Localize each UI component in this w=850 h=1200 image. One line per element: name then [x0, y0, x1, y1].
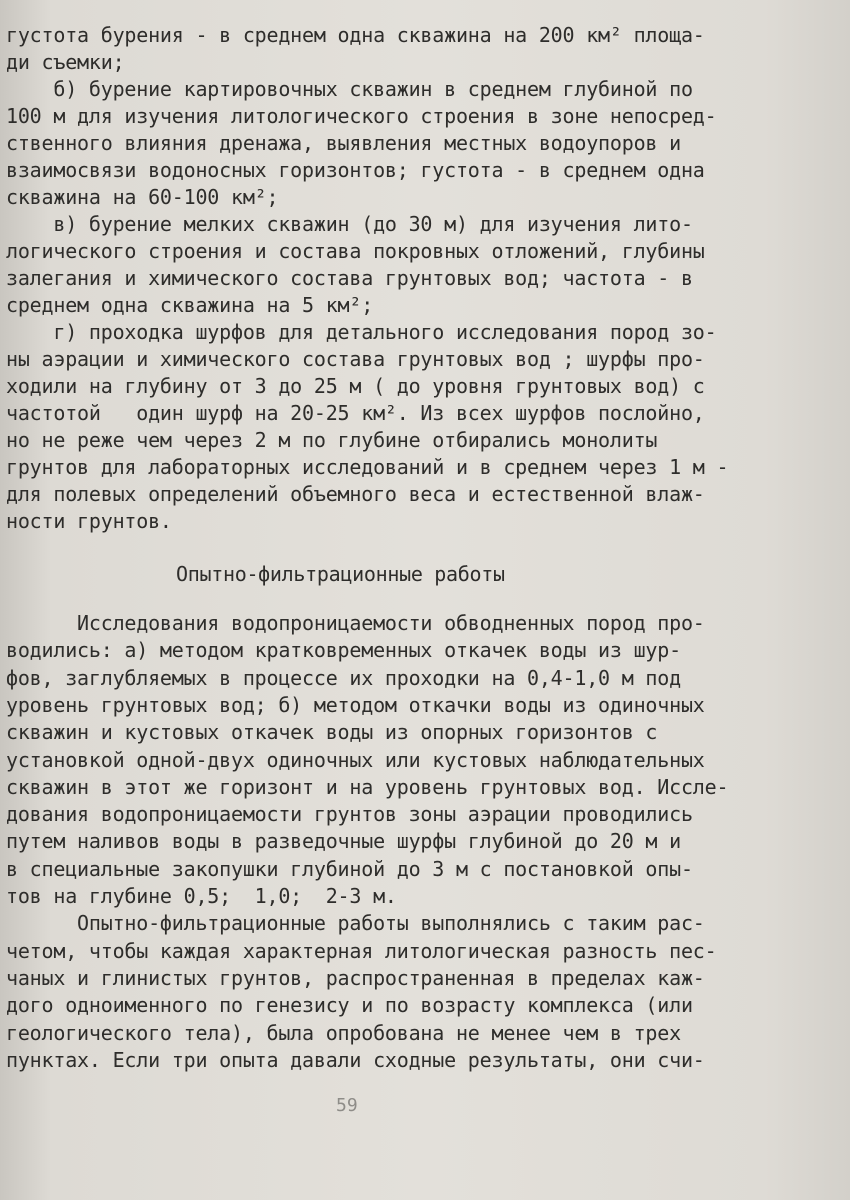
text-line: дого одноименного по генезису и по возрасту комплекса (или: [6, 993, 693, 1018]
text-line: геологического тела), была опробована не менее чем в трех: [6, 1020, 681, 1045]
text-line: для полевых определений объемного веса и естественной влаж-: [6, 482, 705, 506]
text-line: Опытно-фильтрационные работы выполнялись с таким рас-: [6, 911, 705, 936]
text-line: взаимосвязи водоносных горизонтов; густота - в среднем одна: [6, 158, 705, 182]
text-line: ди съемки;: [6, 50, 125, 74]
text-line: густота бурения - в среднем одна скважина на 200 км² площа-: [6, 23, 705, 47]
text-line: ности грунтов.: [6, 509, 172, 533]
text-line: чаных и глинистых грунтов, распространенная в пределах каж-: [6, 965, 705, 990]
text-line: залегания и химического состава грунтовых вод; частота - в: [6, 266, 693, 290]
text-line: но не реже чем через 2 м по глубине отбирались монолиты: [6, 428, 658, 452]
text-line: четом, чтобы каждая характерная литологическая разность пес-: [6, 938, 717, 963]
text-line: путем наливов воды в разведочные шурфы глубиной до 20 м и: [6, 829, 681, 854]
text-line: фов, заглубляемых в процессе их проходки на 0,4-1,0 м под: [6, 665, 681, 690]
text-line: частотой один шурф на 20-25 км². Из всех шурфов послойно,: [6, 401, 705, 425]
text-line: б) бурение картировочных скважин в среднем глубиной по: [6, 77, 693, 101]
text-line: скважина на 60-100 км²;: [6, 185, 279, 209]
text-line: дования водопроницаемости грунтов зоны аэрации проводились: [6, 802, 693, 827]
text-line: пунктах. Если три опыта давали сходные результаты, они счи-: [6, 1047, 705, 1072]
text-line: уровень грунтовых вод; б) методом откачки воды из одиночных: [6, 692, 705, 717]
text-line: грунтов для лабораторных исследований и в среднем через 1 м -: [6, 455, 729, 479]
text-line: ственного влияния дренажа, выявления местных водоупоров и: [6, 131, 681, 155]
text-line: в специальные закопушки глубиной до 3 м с постановкой опы-: [6, 856, 693, 881]
text-line: тов на глубине 0,5; 1,0; 2-3 м.: [6, 884, 397, 908]
text-line: скважин и кустовых откачек воды из опорных горизонтов с: [6, 720, 658, 745]
text-line: логического строения и состава покровных отложений, глубины: [6, 239, 705, 263]
text-line: ны аэрации и химического состава грунтовых вод ; шурфы про-: [6, 347, 705, 371]
text-line: установкой одной-двух одиночных или кустовых наблюдательных: [6, 747, 705, 772]
text-line: водились: а) методом кратковременных откачек воды из шур-: [6, 638, 681, 663]
page-number: 59: [336, 1095, 358, 1116]
text-line: ходили на глубину от 3 до 25 м ( до уровня грунтовых вод) с: [6, 374, 705, 398]
text-line: Исследования водопроницаемости обводненных пород про-: [6, 611, 705, 635]
text-line: скважин в этот же горизонт и на уровень грунтовых вод. Иссле-: [6, 774, 729, 799]
text-line: г) проходка шурфов для детального исследования пород зо-: [6, 320, 717, 344]
section-heading: Опытно-фильтрационные работы: [176, 562, 505, 586]
text-line: 100 м для изучения литологического строения в зоне непосред-: [6, 104, 717, 128]
text-line: среднем одна скважина на 5 км²;: [6, 293, 374, 317]
text-line: в) бурение мелких скважин (до 30 м) для изучения лито-: [6, 212, 693, 236]
